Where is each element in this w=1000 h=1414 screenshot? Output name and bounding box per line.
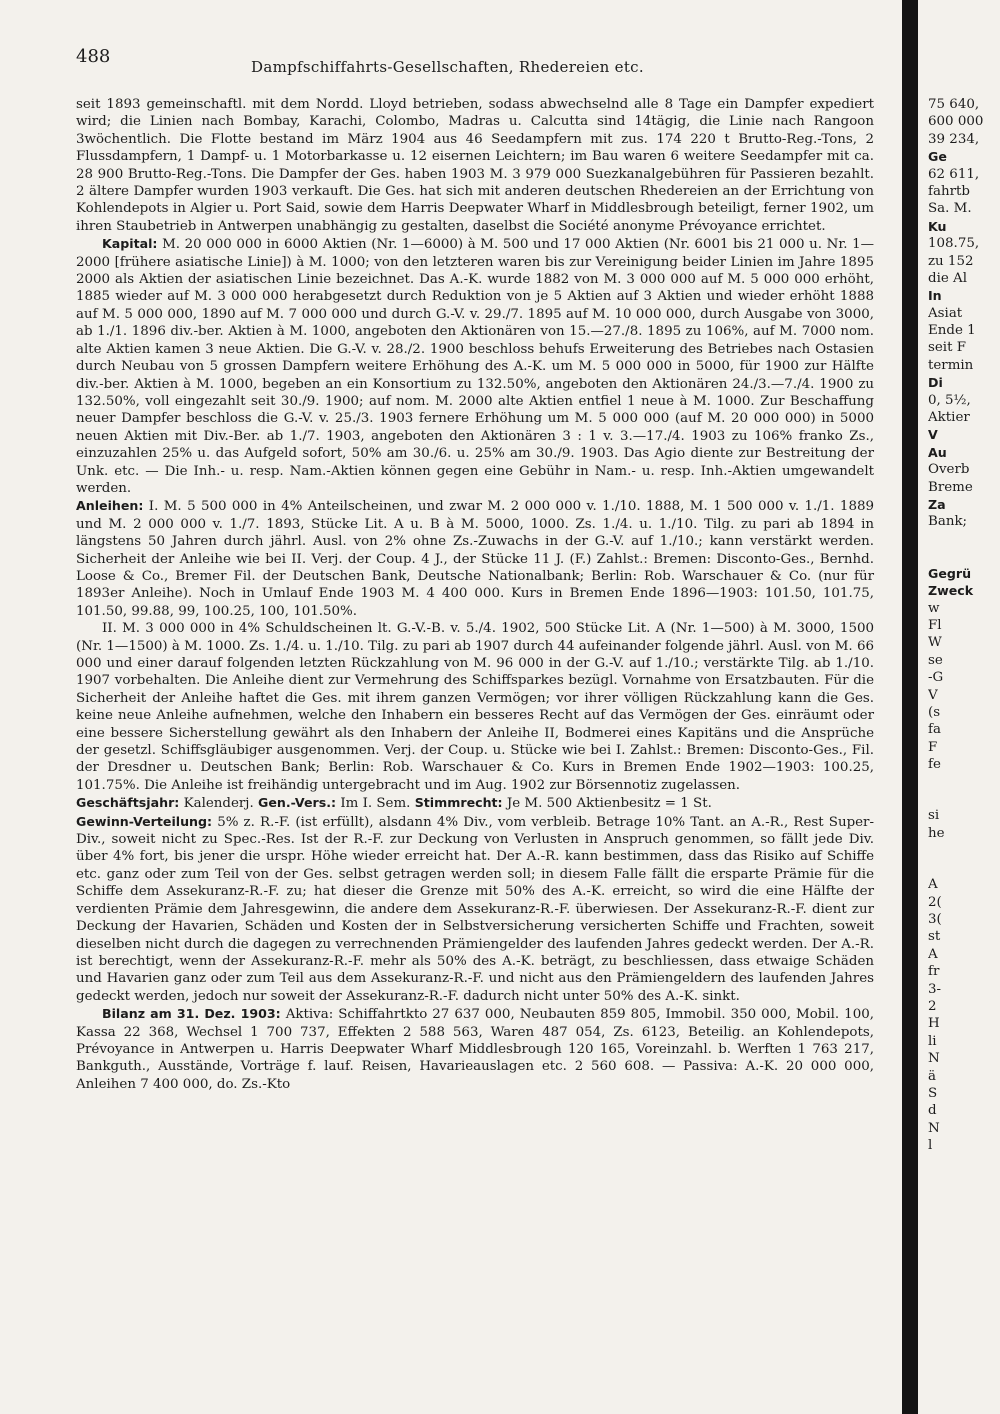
right-line: fe xyxy=(928,757,941,773)
anleihen-text: I. M. 5 500 000 in 4% Anteilscheinen, und zwar M. 2 000 000 v. 1./10. 1888, M. 1 500 000 v. 1./1. 1889 und M. 2 000 000 v. 1./7. 1893, Stücke Lit. A u. B à M. 5000, 1000. Zs. 1./4. u. 1./10. Tilg. zu pari ab 1894 in längstens 50 Jahren durch jährl. Ausl. von 2% ohne Zs.-Zuwachs in der G.-V. auf 1./10.; kann verstärkt werden. Sicherheit der Anleihe wie bei II. Verj. der Coup. 4 J., der Stücke 11 J. (F.) Zahlst.: Bremen: Disconto-Ges., Bernhd. Loose & Co., Bremer Fil. der Deutschen Bank, Deutsche Nationalbank; Berlin: Rob. Warschauer & Co. (nur für 1893er Anleihe). Noch in Umlauf Ende 1903 M. 4 400 000. Kurs in Bremen Ende 1896—1903: 101.50, 101.75, 101.50, 99.88, 99, 100.25, 100, 101.50%. xyxy=(76,499,875,619)
right-line: (s xyxy=(928,704,941,720)
right-column-fragment xyxy=(928,96,1000,1154)
right-line: he xyxy=(928,825,945,841)
right-line: H xyxy=(928,1016,940,1032)
right-line: Ge xyxy=(928,149,947,165)
right-line: 600 000 xyxy=(928,114,984,130)
right-line: fahrtb xyxy=(928,183,970,199)
geschaeftsjahr-label: Geschäftsjahr: xyxy=(76,795,180,811)
gewinn-verteilung-section xyxy=(76,813,874,1005)
right-line: Fl xyxy=(928,617,942,633)
kapital-text: M. 20 000 000 in 6000 Aktien (Nr. 1—6000) à M. 500 und 17 000 Aktien (Nr. 6001 bis 21 000 u. Nr. 1—2000 [frühere asiatische Linie]) à M. 1000; von den letzteren waren bis zur Vereinigung beider Linien im Jahre 1895 2000 als Aktien der asiatischen Linie bezeichnet. Das A.-K. wurde 1882 von M. 3 000 000 auf M. 5 000 000 erhöht, 1885 wieder auf M. 3 000 000 herabgesetzt durch Reduktion von je 5 Aktien auf 3 Aktien und wieder erhöht 1888 auf M. 5 000 000, 1890 auf M. 7 000 000 und durch G.-V. v. 29./7. 1895 auf M. 10 000 000, durch Ausgabe von 3000, ab 1./1. 1896 div.-ber. Aktien à M. 1000, angeboten den Aktionären von 15.—27./8. 1895 zu 106%, auf M. 7000 nom. alte Aktien kamen 3 neue Aktien. Die G.-V. v. 28./2. 1900 beschloss behufs Erweiterung des Betriebes nach Ostasien durch Neubau von 5 grossen Dampfern weitere Erhöhung des A.-K. um M. 5 000 000 in 5000, für 1900 zur Hälfte div.-ber. Aktien à M. 1000, begeben an ein Konsortium zu 132.50%, angeboten den Aktionären 24./3.—7./4. 1900 zu 132.50%, voll eingezahlt seit 30./9. 1900; auf nom. M. 2000 alte Aktien entfiel 1 neue à M. 1000. Zur Beschaffung neuer Dampfer beschloss die G.-V. v. 25./3. 1903 fernere Erhöhung um M. 5 000 000 (auf M. 20 000 000) in 5000 neuen Aktien mit Div.-Ber. ab 1./7. 1903, angeboten den Aktionären 3 : 1 v. 3.—17./4. 1903 zu 106% franko Zs., einzuzahlen 25% u. das Aufgeld sofort, 50% am 30./6. u. 25% am 30./9. 1903. Das Agio diente zur Bestreitung der Unk. etc. — Die Inh.- u. resp. Nam.-Aktien können gegen eine Gebühr in Nam.- u. resp. Inh.-Aktien umgewandelt werden. xyxy=(76,237,874,496)
right-line: N xyxy=(928,1120,940,1136)
running-head: Dampfschiffahrts-Gesellschaften, Rhedereien etc. xyxy=(251,58,644,76)
right-line: Breme xyxy=(928,479,973,495)
right-line: zu 152 xyxy=(928,253,974,269)
right-line: si xyxy=(928,808,940,824)
right-line: V xyxy=(928,427,938,443)
right-line: se xyxy=(928,652,943,668)
right-line: N xyxy=(928,1051,940,1067)
right-line: li xyxy=(928,1033,937,1049)
column-gutter-rule xyxy=(902,0,918,1414)
right-line: d xyxy=(928,1103,937,1119)
stimmrecht-label: Stimmrecht: xyxy=(414,795,503,811)
right-line: A xyxy=(928,946,938,962)
right-line: S xyxy=(928,1085,938,1101)
right-line: 2( xyxy=(928,894,942,910)
right-line: 62 611, xyxy=(928,166,980,182)
right-line: Ende 1 xyxy=(928,323,976,339)
right-line: Bank; xyxy=(928,514,968,530)
right-line: Za xyxy=(928,496,946,512)
right-line: l xyxy=(928,1138,933,1154)
right-line: ä xyxy=(928,1068,936,1084)
right-line: Di xyxy=(928,375,943,391)
page-number: 488 xyxy=(76,46,111,67)
gen-vers-text: Im I. Sem. xyxy=(340,796,411,812)
right-line: 108.75, xyxy=(928,236,980,252)
right-line: fa xyxy=(928,722,941,738)
right-line: Zweck xyxy=(928,583,974,599)
right-line: Ku xyxy=(928,218,947,234)
right-line: Aktier xyxy=(928,410,970,426)
right-line: 3( xyxy=(928,912,942,928)
main-column xyxy=(76,96,874,1093)
right-line: In xyxy=(928,288,942,304)
bilanz-label: Bilanz am 31. Dez. 1903: xyxy=(102,1006,281,1022)
right-line: fr xyxy=(928,964,940,980)
bilanz-section xyxy=(76,1005,874,1093)
right-line: Overb xyxy=(928,462,970,478)
right-line: w xyxy=(928,600,940,616)
anleihen-ii-paragraph: II. M. 3 000 000 in 4% Schuldscheinen lt. G.-V.-B. v. 5./4. 1902, 500 Stücke Lit. A (Nr. 1—500) à M. 3000, 1500 (Nr. 1—1500) à M. 1000. Zs. 1./4. u. 1./10. Tilg. zu pari ab 1907 durch 44 aufeinander folgende jährl. Ausl. von M. 66 000 und einer darauf folgenden letzten Rückzahlung von M. 96 000 in der G.-V. auf 1./10.; verstärkte Tilg. ab 1./10. 1907 vorbehalten. Die Anleihe dient zur Vermehrung des Schiffsparkes bezügl. Vornahme von Ersatzbauten. Für die Sicherheit der Anleihe haftet die Ges. mit ihrem ganzen Vermögen; vor ihrer völligen Rückzahlung kann die Ges. keine neue Anleihe aufnehmen, welche den Inhabern ein besseres Recht auf das Vermögen der Ges. einräumt oder eine bessere Sicherstellung gewährt als den Inhabern der Anleihe II, Bodmerei eines Kapitäns und die Ansprüche der gesetzl. Schiffsgläubiger ausgenommen. Verj. der Coup. u. Stücke wie bei I. Zahlst.: Bremen: Disconto-Ges., Fil. der Dresdner u. Deutschen Bank; Berlin: Rob. Warschauer & Co. Kurs in Bremen Ende 1902—1903: 100.25, 101.75%. Die Anleihe ist freihändig untergebracht und im Aug. 1902 zur Börsennotiz zugelassen. xyxy=(76,621,874,793)
right-line: A xyxy=(928,877,938,893)
right-line: Sa. M. xyxy=(928,201,972,217)
right-line: 39 234, xyxy=(928,131,980,147)
right-gap xyxy=(928,842,1000,876)
right-line: W xyxy=(928,635,942,651)
gewinn-verteilung-label: Gewinn-Verteilung: xyxy=(76,813,213,829)
anleihen-section xyxy=(76,497,874,620)
right-line: termin xyxy=(928,357,974,373)
stimmrecht-text: Je M. 500 Aktienbesitz = 1 St. xyxy=(506,796,712,812)
right-line: die Al xyxy=(928,270,967,286)
right-line: 3- xyxy=(928,981,942,997)
gen-vers-label: Gen.-Vers.: xyxy=(257,795,337,811)
right-line: F xyxy=(928,739,938,755)
meta-line xyxy=(76,794,874,812)
gewinn-verteilung-text: 5% z. R.-F. (ist erfüllt), alsdann 4% Div., vom verbleib. Betrage 10% Tant. an A.-R., Rest Super-Div., soweit nicht zu Spec.-Res. Ist der R.-F. zur Deckung von Verlusten in Anspruch genommen, so fällt jede Div. über 4% fort, bis jener die urspr. Höhe wieder erreicht hat. Der A.-R. kann bestimmen, dass das Risiko auf Schiffe etc. ganz oder zum Teil von der Ges. selbst getragen werden soll; in diesem Falle fällt die ersparte Prämie für die Schiffe dem Assekuranz-R.-F. zu; hat dieser die Grenze mit 50% des A.-K. erreicht, so wird die eine Hälfte der verdienten Prämie dem Jahresgewinn, die andere dem Assekuranz-R.-F. überwiesen. Der Assekuranz-R.-F. dient zur Deckung der Havarien, Schäden und Kosten der in Selbstversicherung versicherten Schiffe und Frachten, soweit dieselben nicht durch die dagegen zu verrechnenden Prämiengelder des laufenden Jahres gedeckt werden. Der A.-R. ist berechtigt, wenn der Assekuranz-R.-F. mehr als 50% des A.-K. beträgt, zu beschliessen, dass etwaige Schäden und Havarien ganz oder zum Teil aus dem Assekuranz-R.-F. und nicht aus den Prämiengeldern des laufenden Jahres gedeckt werden, jedoch nur soweit der Assekuranz-R.-F. dadurch nicht unter 50% des A.-K. sinkt. xyxy=(76,814,874,1004)
right-line: Au xyxy=(928,444,947,460)
right-gap xyxy=(928,531,1000,565)
intro-paragraph: seit 1893 gemeinschaftl. mit dem Nordd. Lloyd betrieben, sodass abwechselnd alle 8 Tage ein Dampfer expediert wird; die Linien nach Bombay, Karachi, Colombo, Madras u. Calcutta sind 14tägig, die Linie nach Rangoon 3wöchentlich. Die Flotte bestand im März 1904 aus 46 Seedampfern mit zus. 174 220 t Brutto-Reg.-Tons, 2 Flussdampfern, 1 Dampf- u. 1 Motorbarkasse u. 12 eisernen Leichtern; im Bau waren 6 weitere Seedampfer mit ca. 28 900 Brutto-Reg.-Tons. Die Dampfer der Ges. haben 1903 M. 3 979 000 Suezkanalgebühren für Passieren bezahlt. 2 ältere Dampfer wurden 1903 verkauft. Die Ges. hat sich mit anderen deutschen Rhedereien an der Errichtung von Kohlendepots in Algier u. Port Said, sowie dem Harris Deepwater Wharf in Middlesbrough beteiligt, ferner 1902, um ihren Staubetrieb in Antwerpen unabhängig zu gestalten, daselbst die Société anonyme Prévoyance errichtet. xyxy=(76,97,874,234)
kapital-section xyxy=(76,235,874,497)
right-line: seit F xyxy=(928,340,967,356)
kapital-label: Kapital: xyxy=(102,236,158,252)
right-line: Gegrü xyxy=(928,565,972,581)
right-line: 2 xyxy=(928,998,937,1014)
right-gap xyxy=(928,773,1000,807)
geschaeftsjahr-text: Kalenderj. xyxy=(183,796,254,812)
right-line: Asiat xyxy=(928,305,963,321)
right-line: -G xyxy=(928,670,944,686)
right-line: 0, 5½, xyxy=(928,392,971,408)
right-line: st xyxy=(928,929,941,945)
right-line: 75 640, xyxy=(928,97,980,112)
bilanz-text: Aktiva: Schiffahrtkto 27 637 000, Neubauten 859 805, Immobil. 350 000, Mobil. 100, Kassa 22 368, Wechsel 1 700 737, Effekten 2 588 563, Waren 487 054, Zs. 6123, Beteilig. an Kohlendepots, Prévoyance in Antwerpen u. Harris Deepwater Wharf Middlesbrough 120 165, Voreinzahl. b. Werften 1 763 217, Bankguth., Ausstände, Vorträge f. lauf. Reisen, Havarieauslagen etc. 2 560 608. — Passiva: A.-K. 20 000 000, Anleihen 7 400 000, do. Zs.-Kto xyxy=(76,1007,874,1092)
anleihen-label: Anleihen: xyxy=(76,498,144,514)
right-line: V xyxy=(928,687,938,703)
